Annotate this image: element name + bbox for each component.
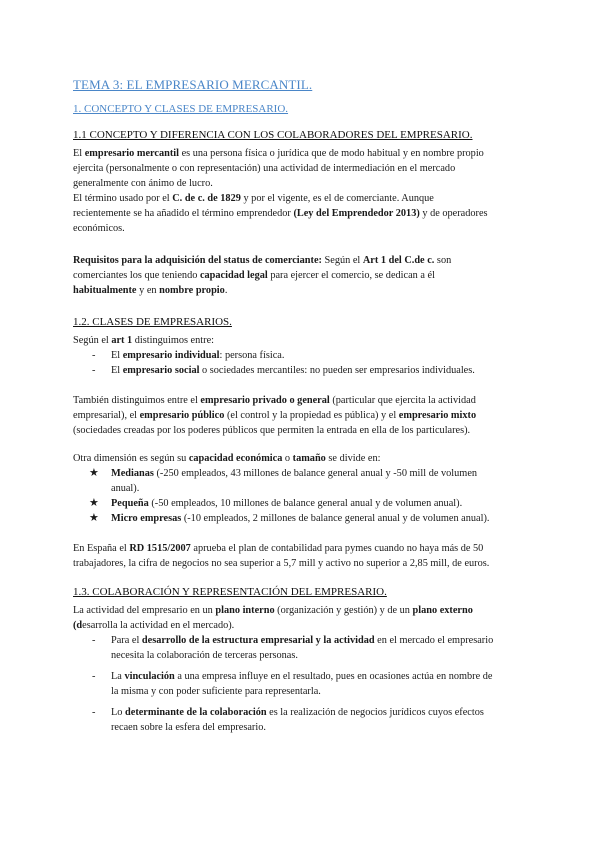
- list-item: - El empresario social o sociedades mercantiles: no pueden ser empresarios individuales.: [92, 365, 475, 376]
- dash-bullet: -: [92, 635, 96, 646]
- paragraph-requisitos: Requisitos para la adquisición del status de comerciante: Según el Art 1 del C.de c. son comerciantes los que teniendo capacidad legal para ejercer el comercio, se dedican a él habitualmente y en nombre propio.: [73, 255, 452, 296]
- section-heading-1: 1. CONCEPTO Y CLASES DE EMPRESARIO.: [73, 103, 289, 115]
- list-item: - La vinculación a una empresa influye en el resultado, pues en ocasiones actúa en nombre de la misma y con poder suficiente para representarla.: [92, 671, 493, 697]
- dash-bullet: -: [92, 707, 96, 718]
- list-item: - El empresario individual: persona física.: [92, 350, 285, 361]
- list-item: ★ Pequeña (-50 empleados, 10 millones de balance general anual y de volumen anual).: [89, 497, 463, 509]
- document-title: TEMA 3: EL EMPRESARIO MERCANTIL.: [73, 77, 313, 92]
- list-item: - Para el desarrollo de la estructura empresarial y la actividad en el mercado el empresario necesita la colaboración de terceras personas.: [92, 635, 494, 661]
- star-icon: ★: [89, 467, 99, 479]
- subsection-heading-1-2: 1.2. CLASES DE EMPRESARIOS.: [73, 316, 232, 328]
- star-icon: ★: [89, 497, 99, 509]
- dash-bullet: -: [92, 671, 96, 682]
- dash-bullet: -: [92, 350, 96, 361]
- list-item: ★ Micro empresas (-10 empleados, 2 millones de balance general anual y de volumen anual).: [89, 512, 490, 524]
- subsection-heading-1-3: 1.3. COLABORACIÓN Y REPRESENTACIÓN DEL EMPRESARIO.: [73, 586, 387, 598]
- paragraph-tipos: También distinguimos entre el empresario privado o general (particular que ejercita la actividad empresarial), el empresario público (el control y la propiedad es pública) y el empresario mixto (sociedades creadas por los poderes públicos que permiten la entrada en ella de los particulares).: [73, 395, 477, 436]
- paragraph-distinguimos: Según el art 1 distinguimos entre:: [73, 335, 215, 346]
- paragraph-planos: La actividad del empresario en un plano interno (organización y gestión) y de un plano externo (desarrolla la actividad en el mercado).: [73, 605, 473, 631]
- paragraph-term: El término usado por el C. de c. de 1829 y por el vigente, es el de comerciante. Aunque recientemente se ha añadido el término emprendedor (Ley del Emprendedor 2013) y de operadores económicos.: [73, 193, 488, 234]
- star-icon: ★: [89, 512, 99, 524]
- paragraph-rd: En España el RD 1515/2007 aprueba el plan de contabilidad para pymes cuando no haya más de 50 trabajadores, la cifra de negocios no sea superior a 5,7 mill y activo no superior a 2,85 mill, de euros.: [73, 543, 490, 569]
- paragraph-definition: El empresario mercantil es una persona física o jurídica que de modo habitual y en nombre propio ejercita (personalmente o con representación) una actividad de intermediación en el mercado generalmente con ánimo de lucro.: [73, 148, 484, 189]
- subsection-heading-1-1: 1.1 CONCEPTO Y DIFERENCIA CON LOS COLABORADORES DEL EMPRESARIO.: [73, 129, 473, 141]
- paragraph-dimension: Otra dimensión es según su capacidad económica o tamaño se divide en:: [73, 453, 381, 464]
- list-item: ★ Medianas (-250 empleados, 43 millones de balance general anual y -50 mill de volumen anual).: [89, 467, 478, 494]
- dash-bullet: -: [92, 365, 96, 376]
- list-item: - Lo determinante de la colaboración es la realización de negocios jurídicos cuyos efectos recaen sobre la esfera del empresario.: [92, 707, 484, 733]
